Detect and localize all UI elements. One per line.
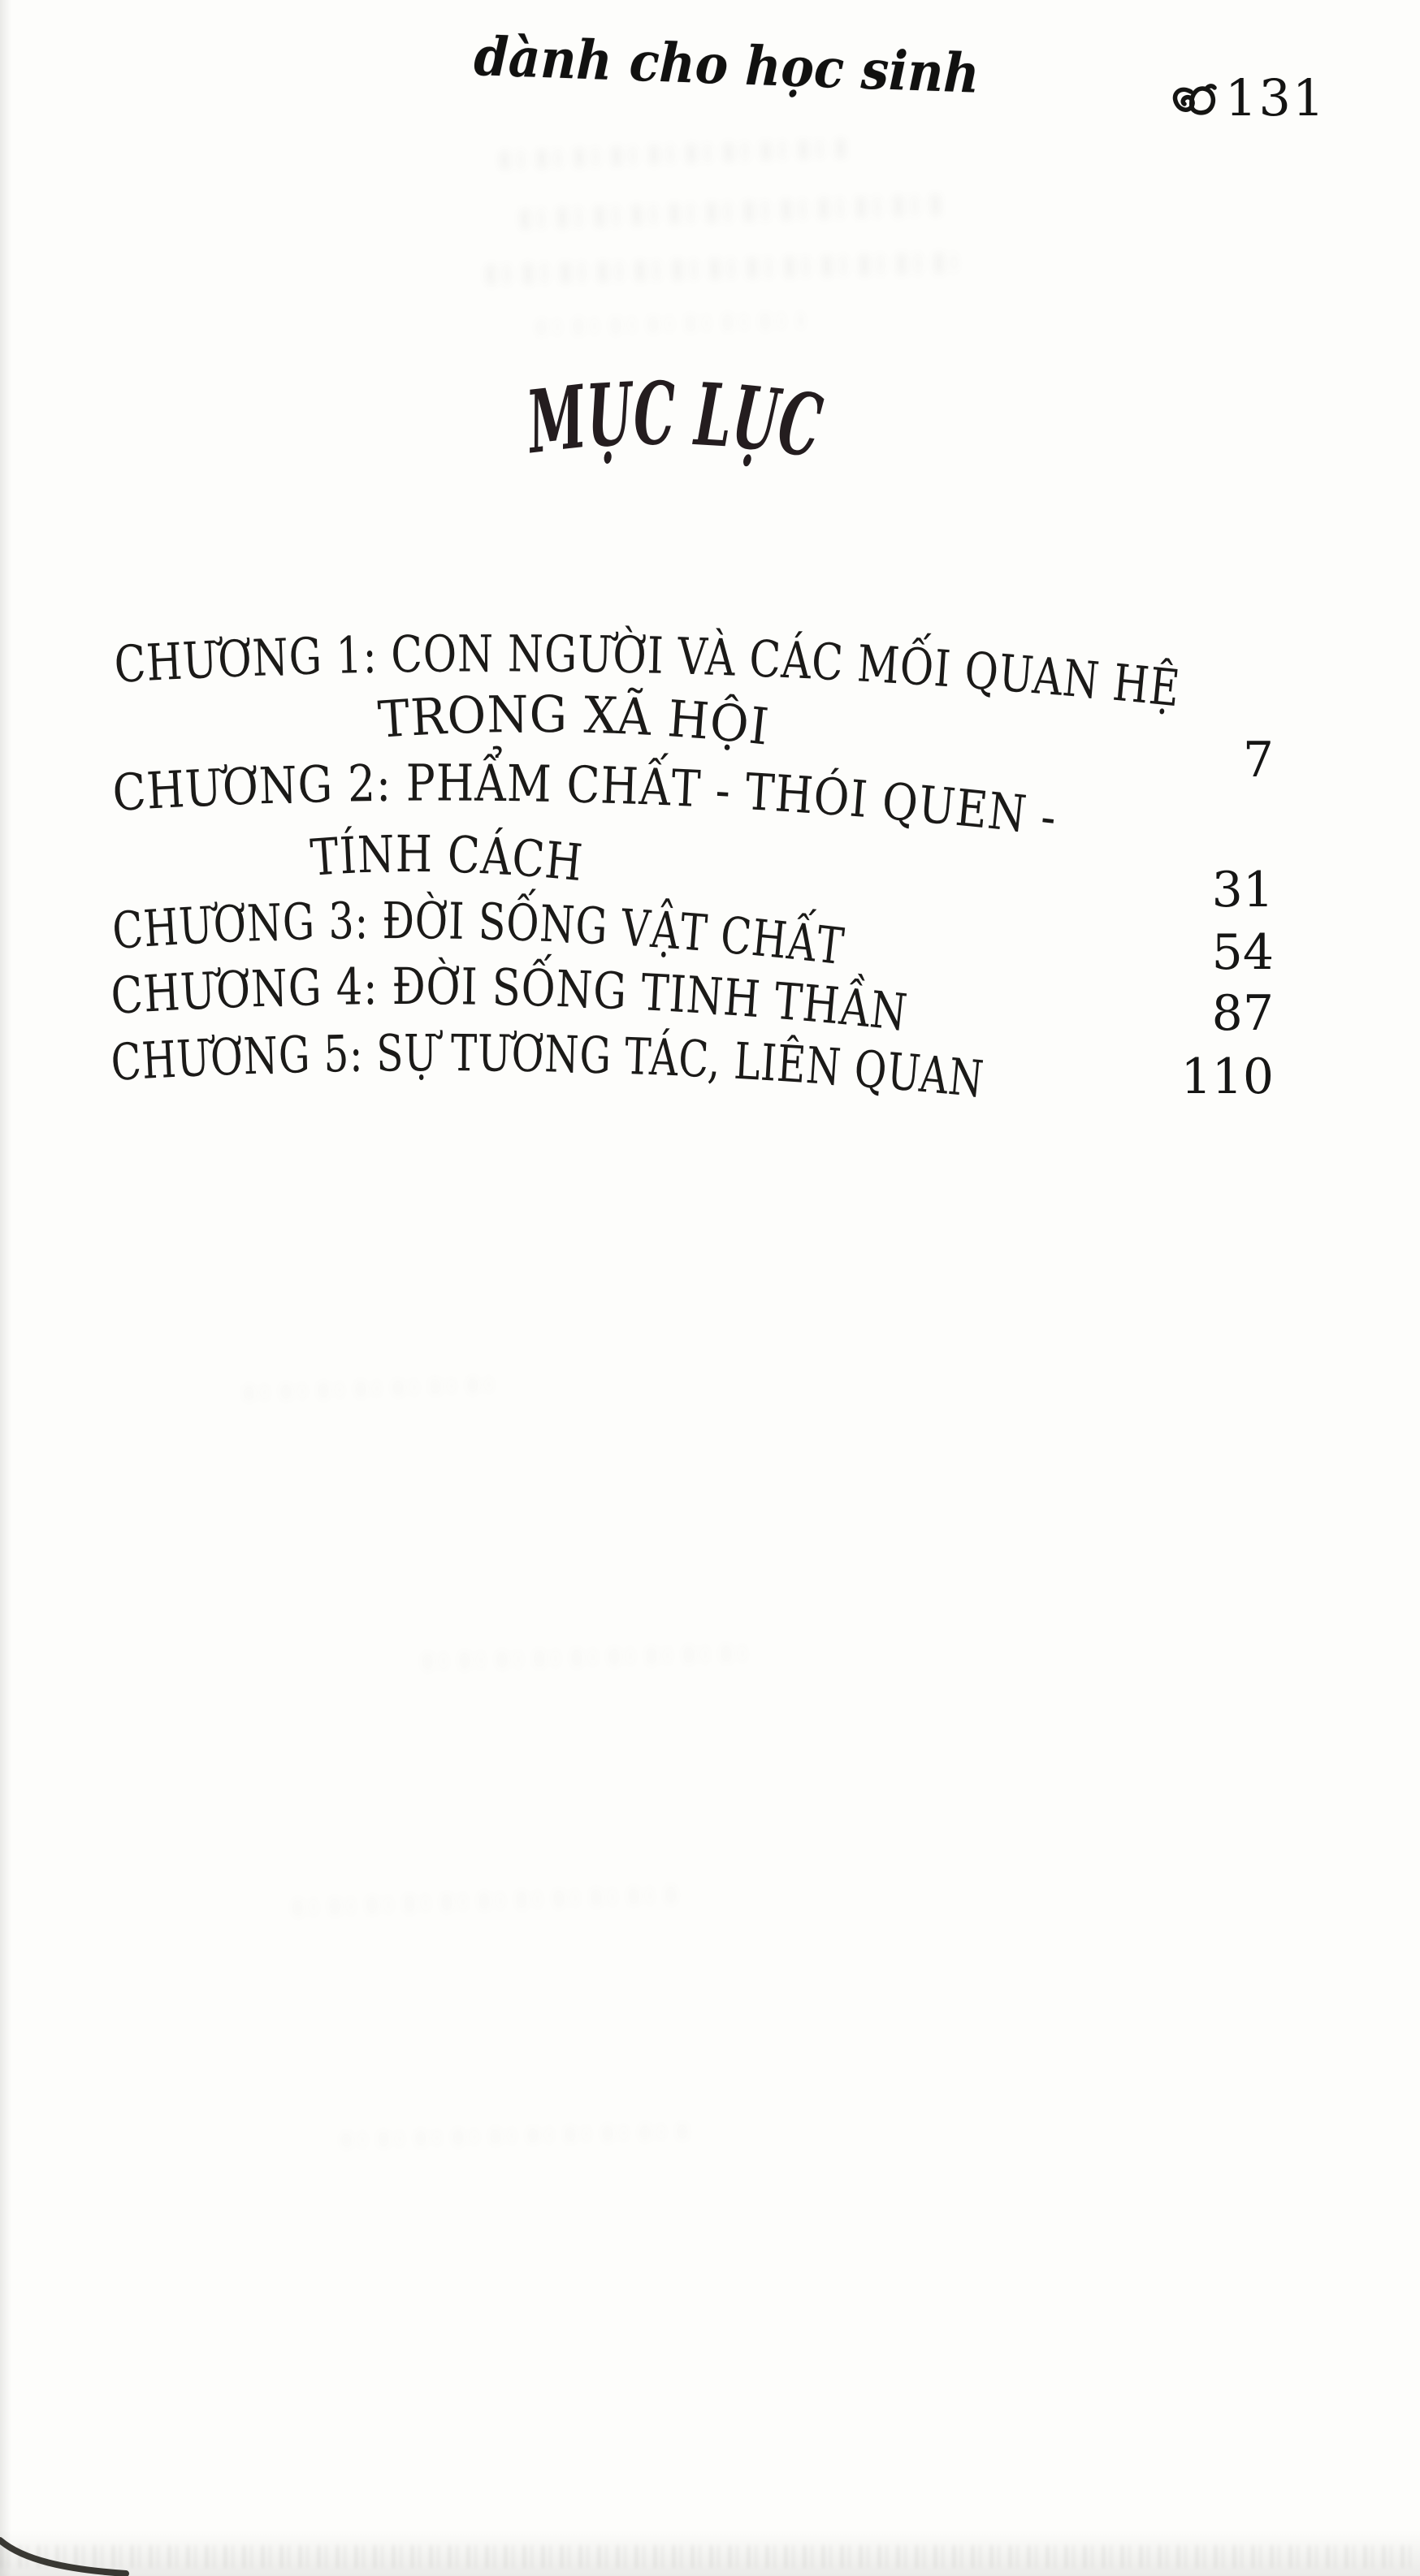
toc-page-number: 31: [1211, 862, 1274, 918]
toc-page-number: 7: [1242, 732, 1274, 789]
toc-entry-2-line-2: TÍNH CÁCH: [308, 823, 593, 893]
svg-text:MỤC LỤC: [521, 361, 855, 482]
ghost-text-smudge: [244, 1376, 504, 1401]
toc-entry-1-line-2: TRONG XÃ HỘI: [376, 684, 773, 757]
toc-entry-1-line-1: CHƯƠNG 1: CON NGƯỜI VÀ CÁC MỐI QUAN HỆ: [112, 624, 1190, 720]
ghost-text-smudge: [500, 139, 850, 171]
ghost-text-smudge: [292, 1886, 682, 1917]
toc-title: [520, 357, 869, 520]
running-header: dành cho học sinh: [473, 24, 981, 106]
toc-page-number: 110: [1180, 1048, 1274, 1105]
toc-title-text: MỤC LỤC: [522, 361, 855, 482]
toc-entry-3-line-1: CHƯƠNG 3: ĐỜI SỐNG VẬT CHẤT: [110, 891, 855, 978]
fleuron-ornament-icon: [1171, 82, 1219, 123]
bottom-edge-shadow: [0, 2531, 1420, 2576]
svg-text:CHƯƠNG 5: SỰ TƯƠNG TÁC, LIÊN Q: [109, 1023, 997, 1110]
toc-entry-2-line-1: CHƯƠNG 2: PHẨM CHẤT - THÓI QUEN -: [110, 753, 1063, 848]
page-number: 131: [1225, 68, 1327, 128]
toc-entry-line: [102, 1005, 1061, 1135]
toc-page-number: 87: [1211, 985, 1274, 1042]
toc-entry-4-line-1: CHƯƠNG 4: ĐỜI SỐNG TINH THẦN: [109, 957, 919, 1044]
ghost-text-smudge: [422, 1645, 747, 1671]
page-curl-shadow: [0, 2526, 138, 2576]
ghost-text-smudge: [520, 194, 943, 230]
left-edge-shadow: [0, 0, 11, 2576]
ghost-text-smudge: [486, 252, 957, 285]
ghost-text-smudge: [536, 312, 804, 337]
toc-entry-5-line-1: CHƯƠNG 5: SỰ TƯƠNG TÁC, LIÊN QUAN: [109, 1023, 997, 1110]
ghost-text-smudge: [341, 2123, 691, 2148]
toc-page-number: 54: [1211, 924, 1274, 981]
